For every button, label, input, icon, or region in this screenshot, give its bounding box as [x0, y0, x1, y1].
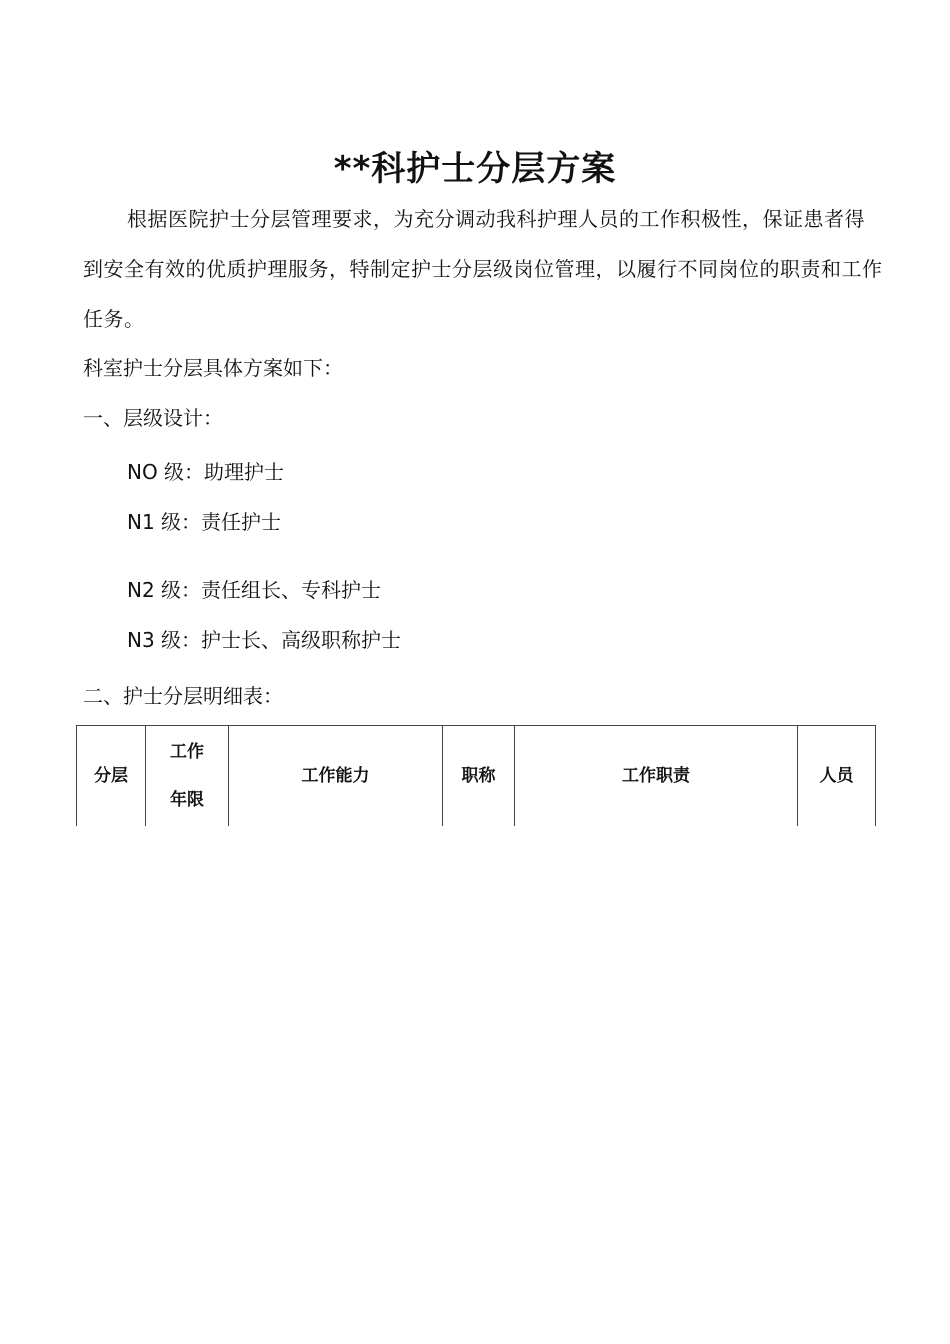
- header-work-years-line1: 工作: [170, 742, 204, 762]
- level-item: N1 级：责任护士: [127, 510, 282, 534]
- header-layer: 分层: [77, 726, 146, 827]
- plan-intro: 科室护士分层具体方案如下：: [83, 356, 343, 380]
- header-work-ability: 工作能力: [229, 726, 443, 827]
- section-heading-level-design: 一、层级设计：: [83, 406, 223, 430]
- header-job-title: 职称: [443, 726, 515, 827]
- header-work-years: [146, 726, 229, 827]
- section-heading-detail-table: 二、护士分层明细表：: [83, 684, 283, 708]
- intro-paragraph: 根据医院护士分层管理要求，为充分调动我科护理人员的工作积极性，保证患者得到安全有效的优质护理服务，特制定护士分层级岗位管理，以履行不同岗位的职责和工作任务。: [83, 207, 883, 331]
- header-work-years-line2: 年限: [170, 790, 204, 810]
- level-item: N3 级：护士长、高级职称护士: [127, 628, 402, 652]
- document-title: **科护士分层方案: [333, 149, 617, 189]
- header-staff: 人员: [798, 726, 876, 827]
- nurse-level-detail-table: [76, 725, 876, 826]
- header-work-duty: 工作职责: [515, 726, 798, 827]
- table-header-row: [77, 726, 876, 827]
- level-item: N2 级：责任组长、专科护士: [127, 578, 382, 602]
- level-item: NO 级：助理护士: [127, 460, 285, 484]
